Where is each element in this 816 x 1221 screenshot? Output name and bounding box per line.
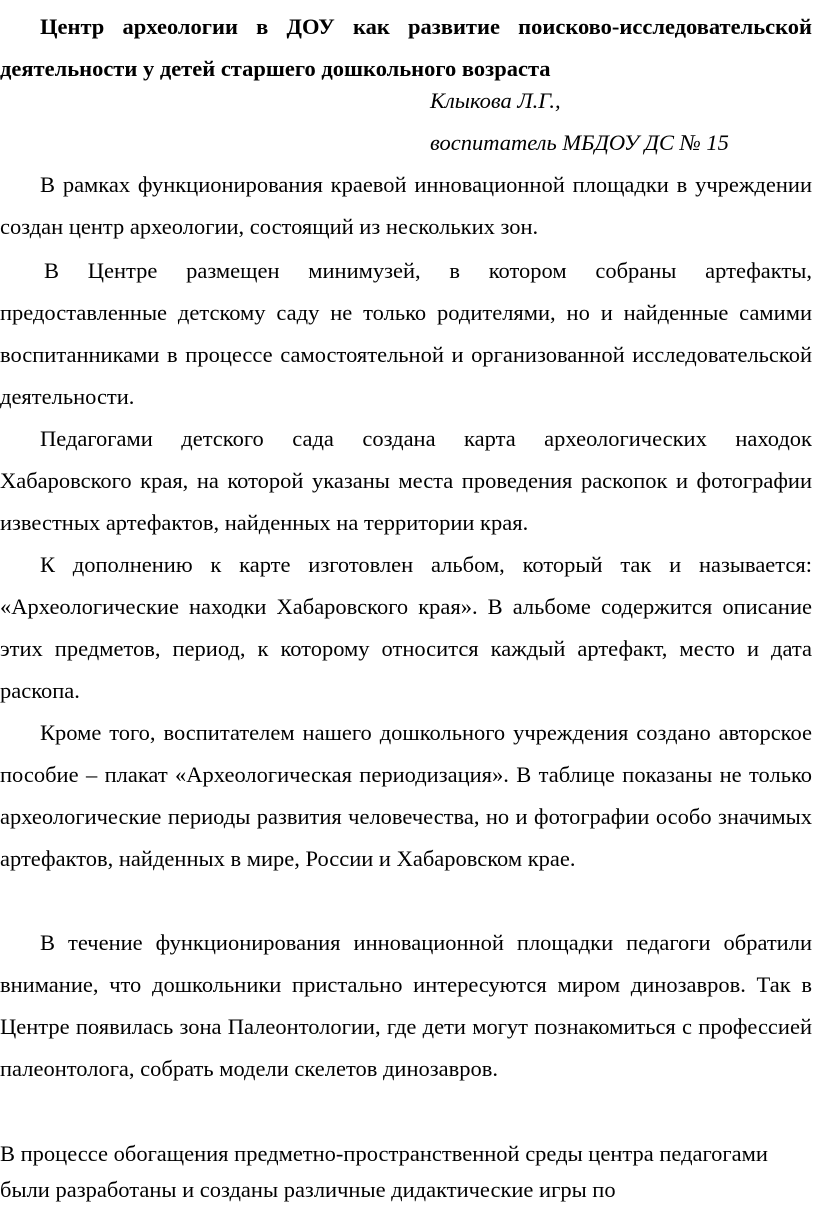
paragraph-5: Кроме того, воспитателем нашего дошкольного учреждения создано авторское пособие – плакат «Археологическая периодизация». В таблице показаны не только археологические периоды развития человечества, но и фотографии особо значимых артефактов, найденных в мире, России и Хабаровском крае. — [0, 720, 812, 871]
paragraph-7: В процессе обогащения предметно-пространственной среды центра педагогами были разработаны и созданы различные дидактические игры по — [0, 1141, 768, 1202]
paragraph-3: Педагогами детского сада создана карта археологических находок Хабаровского края, на которой указаны места проведения раскопок и фотографии известных артефактов, найденных на территории края. — [0, 426, 812, 535]
paragraph-2: В Центре размещен минимузей, в котором собраны артефакты, предоставленные детскому саду не только родителями, но и найденные самими воспитанниками в процессе самостоятельной и организованной исследовательской деятельности. — [0, 258, 812, 409]
paragraph-1: В рамках функционирования краевой инновационной площадки в учреждении создан центр археологии, состоящий из нескольких зон. — [0, 172, 812, 239]
document-title: Центр археологии в ДОУ как развитие поисково-исследовательской деятельности у детей старшего дошкольного возраста — [0, 14, 812, 81]
author-name: Клыкова Л.Г., — [430, 88, 561, 113]
paragraph-6: В течение функционирования инновационной площадки педагоги обратили внимание, что дошкольники пристально интересуются миром динозавров. Так в Центре появилась зона Палеонтологии, где дети могут познакомиться с профессией палеонтолога, собрать модели скелетов динозавров. — [0, 930, 812, 1081]
paragraph-4: К дополнению к карте изготовлен альбом, который так и называется: «Археологические находки Хабаровского края». В альбоме содержится описание этих предметов, период, к которому относится каждый артефакт, место и дата раскопа. — [0, 552, 812, 703]
author-position: воспитатель МБДОУ ДС № 15 — [430, 130, 729, 155]
